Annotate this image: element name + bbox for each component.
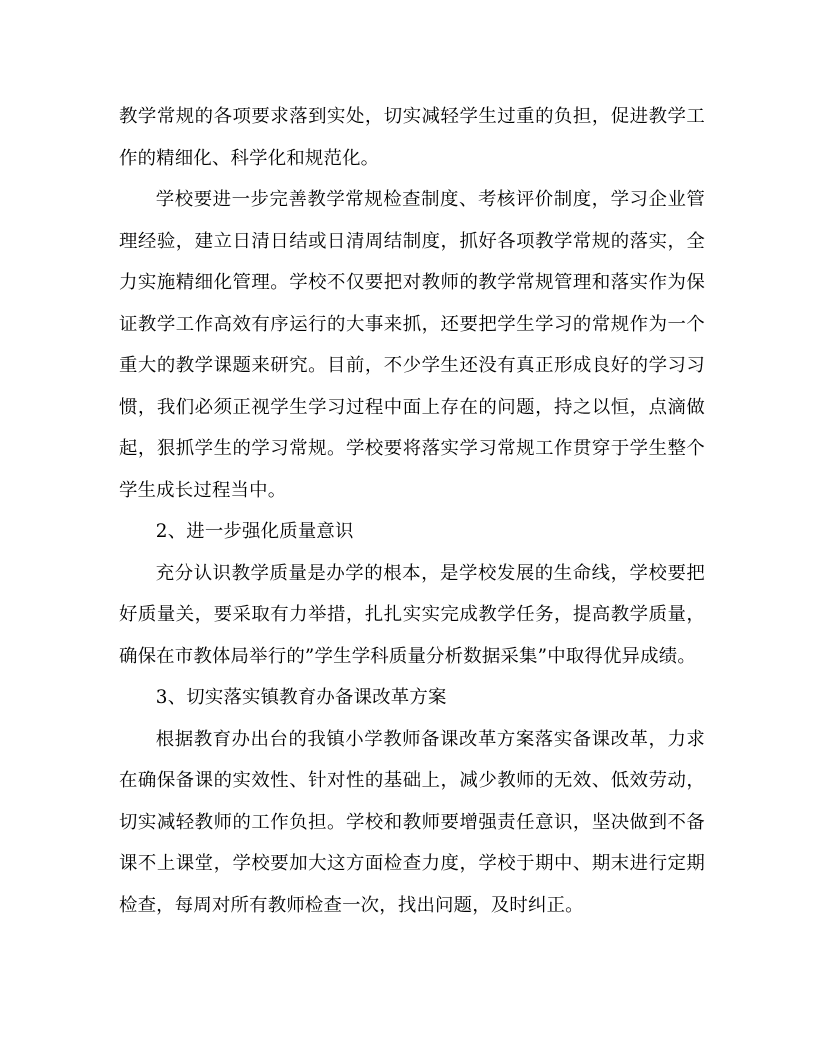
section-heading-lesson-prep-reform: 3、切实落实镇教育办备课改革方案 <box>155 687 447 708</box>
document-body <box>119 96 705 926</box>
section-heading-quality-awareness: 2、进一步强化质量意识 <box>155 521 354 542</box>
paragraph-teaching-routine-continuation: 教学常规的各项要求落到实处，切实减轻学生过重的负担，促进教学工作的精细化、科学化和规范化。 <box>119 106 705 169</box>
paragraph-teaching-routine-management: 学校要进一步完善教学常规检查制度、考核评价制度，学习企业管理经验，建立日清日结或日清周结制度，抓好各项教学常规的落实，全力实施精细化管理。学校不仅要把对教师的教学常规管理和落实作为保证教学工作高效有序运行的大事来抓，还要把学生学习的常规作为一个重大的教学课题来研究。目前，不少学生还没有真正形成良好的学习习惯，我们必须正视学生学习过程中面上存在的问题，持之以恒，点滴做起，狠抓学生的学习常规。学校要将落实学习常规工作贯穿于学生整个学生成长过程当中。 <box>119 189 705 501</box>
paragraph-quality-awareness: 充分认识教学质量是办学的根本，是学校发展的生命线，学校要把好质量关，要采取有力举措，扎扎实实完成教学任务，提高教学质量，确保在市教体局举行的”学生学科质量分析数据采集”中取得优异成绩。 <box>119 562 705 667</box>
paragraph-lesson-prep-reform: 根据教育办出台的我镇小学教师备课改革方案落实备课改革，力求在确保备课的实效性、针对性的基础上，减少教师的无效、低效劳动，切实减轻教师的工作负担。学校和教师要增强责任意识，坚决做到不备课不上课堂，学校要加大这方面检查力度，学校于期中、期末进行定期检查，每周对所有教师检查一次，找出问题，及时纠正。 <box>119 728 705 916</box>
